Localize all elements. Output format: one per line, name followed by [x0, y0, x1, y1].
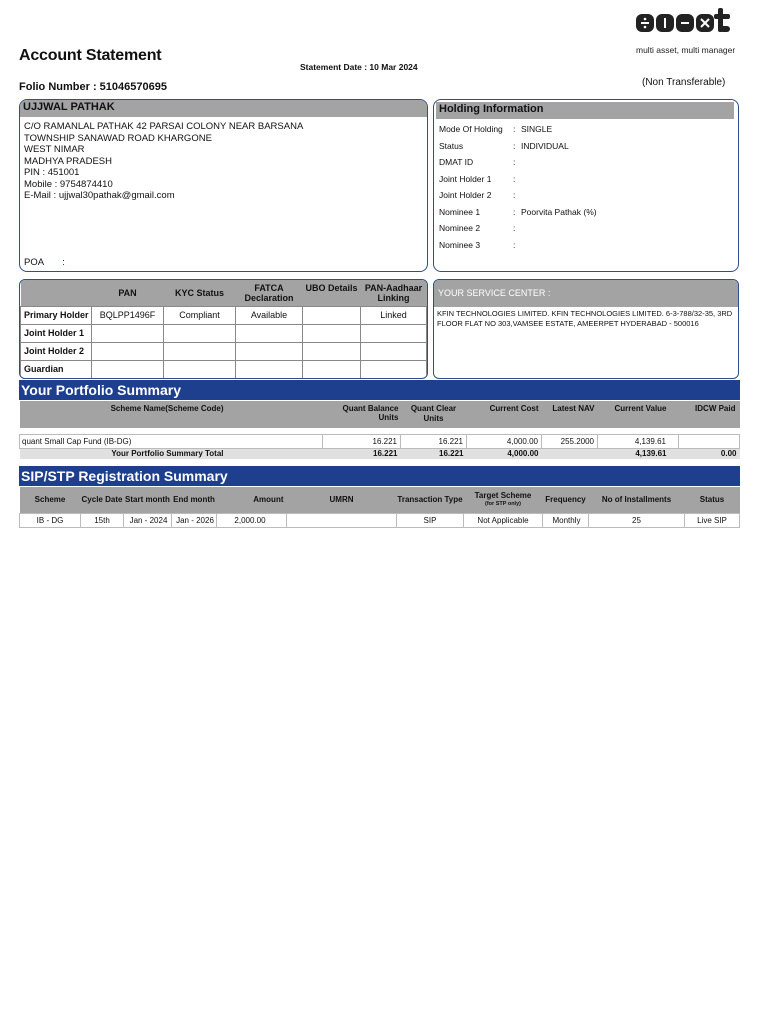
holding-row: Joint Holder 1 : — [439, 173, 516, 184]
col-installments: No of Installments — [589, 487, 685, 513]
investor-name: UJJWAL PATHAK — [20, 100, 427, 117]
mobile-line: Mobile : 9754874410 — [24, 178, 113, 190]
col-current-cost: Current Cost — [467, 401, 542, 428]
kyc-row: Joint Holder 2 — [21, 342, 427, 360]
col-start-month: Start month — [124, 487, 172, 513]
kyc-header-aadhaar: PAN-Aadhaar Linking — [361, 280, 427, 306]
portfolio-summary-title: Your Portfolio Summary — [19, 380, 740, 400]
kyc-row: Guardian — [21, 360, 427, 378]
statement-date: Statement Date : 10 Mar 2024 — [300, 62, 418, 72]
col-cycle-date: Cycle Date — [81, 487, 124, 513]
investor-address-box — [19, 99, 428, 272]
col-transaction-type: Transaction Type — [397, 487, 464, 513]
holding-information-box — [433, 99, 739, 272]
portfolio-row: quant Small Cap Fund (IB-DG) 16.221 16.221 4,000.00 255.2000 4,139.61 — [20, 434, 740, 448]
col-umrn: UMRN — [287, 487, 397, 513]
holding-row: Joint Holder 2 : — [439, 190, 516, 201]
holding-row: Nominee 3 : — [439, 239, 516, 250]
service-center-address: KFIN TECHNOLOGIES LIMITED. KFIN TECHNOLOGIES LIMITED. 6-3-788/32-35, 3RD FLOOR FLAT NO 303,VAMSEE ESTATE, AMEERPET HYDERABAD - 500016 — [437, 309, 733, 328]
col-status: Status — [685, 487, 740, 513]
col-amount: Amount — [217, 487, 287, 513]
address-line: TOWNSHIP SANAWAD ROAD KHARGONE — [24, 132, 212, 144]
col-clear-units: Quant Clear Units — [401, 401, 467, 428]
non-transferable-note: (Non Transferable) — [642, 77, 726, 88]
target-scheme-note: (for STP only) — [485, 500, 521, 507]
col-scheme: Scheme — [20, 487, 81, 513]
poa-label: POA : — [24, 257, 65, 268]
col-latest-nav: Latest NAV — [542, 401, 598, 428]
col-end-month: End month — [172, 487, 217, 513]
address-line: MADHYA PRADESH — [24, 155, 112, 167]
col-idcw-paid: IDCW Paid — [679, 401, 740, 428]
kyc-row: Primary Holder BQLPP1496F Compliant Available Linked — [21, 306, 427, 324]
kyc-header-ubo: UBO Details — [303, 280, 361, 306]
kyc-row: Joint Holder 1 — [21, 324, 427, 342]
kyc-table — [20, 280, 427, 379]
portfolio-table — [19, 401, 740, 459]
col-balance-units: Quant Balance Units — [323, 401, 401, 428]
kyc-header-kyc: KYC Status — [164, 280, 236, 306]
holding-row: Nominee 2 : — [439, 223, 516, 234]
holding-row: Mode Of Holding : SINGLE — [439, 124, 553, 135]
service-center-box — [433, 279, 739, 379]
col-scheme-name: Scheme Name(Scheme Code) — [20, 401, 323, 428]
holding-row: Status : INDIVIDUAL — [439, 140, 569, 151]
address-line: C/O RAMANLAL PATHAK 42 PARSAI COLONY NEAR BARSANA — [24, 121, 304, 132]
holding-title: Holding Information — [436, 102, 734, 119]
portfolio-total-row: Your Portfolio Summary Total 16.221 16.221 4,000.00 4,139.61 0.00 — [20, 448, 740, 459]
sip-row: IB - DG 15th Jan - 2024 Jan - 2026 2,000.00 SIP Not Applicable Monthly 25 Live SIP — [20, 513, 740, 527]
kyc-header-pan: PAN — [92, 280, 164, 306]
kyc-box — [19, 279, 428, 379]
sip-table — [19, 487, 740, 528]
page-title: Account Statement — [19, 47, 162, 64]
pin-line: PIN : 451001 — [24, 167, 80, 178]
address-line: WEST NIMAR — [24, 144, 85, 155]
holding-row: Nominee 1 : Poorvita Pathak (%) — [439, 206, 597, 217]
sip-summary-title: SIP/STP Registration Summary — [19, 466, 740, 486]
quant-logo — [636, 6, 740, 38]
col-frequency: Frequency — [543, 487, 589, 513]
kyc-header-fatca: FATCA Declaration — [236, 280, 303, 306]
service-center-title: YOUR SERVICE CENTER : — [434, 280, 738, 307]
address-block — [20, 117, 427, 202]
tagline: multi asset, multi manager — [636, 45, 736, 55]
folio-number: Folio Number : 51046570695 — [19, 81, 167, 93]
holding-row: DMAT ID : — [439, 157, 516, 168]
email-line: E-Mail : ujjwal30pathak@gmail.com — [24, 190, 175, 201]
col-target-scheme: Target Scheme (for STP only) — [464, 487, 543, 513]
col-current-value: Current Value — [598, 401, 679, 428]
